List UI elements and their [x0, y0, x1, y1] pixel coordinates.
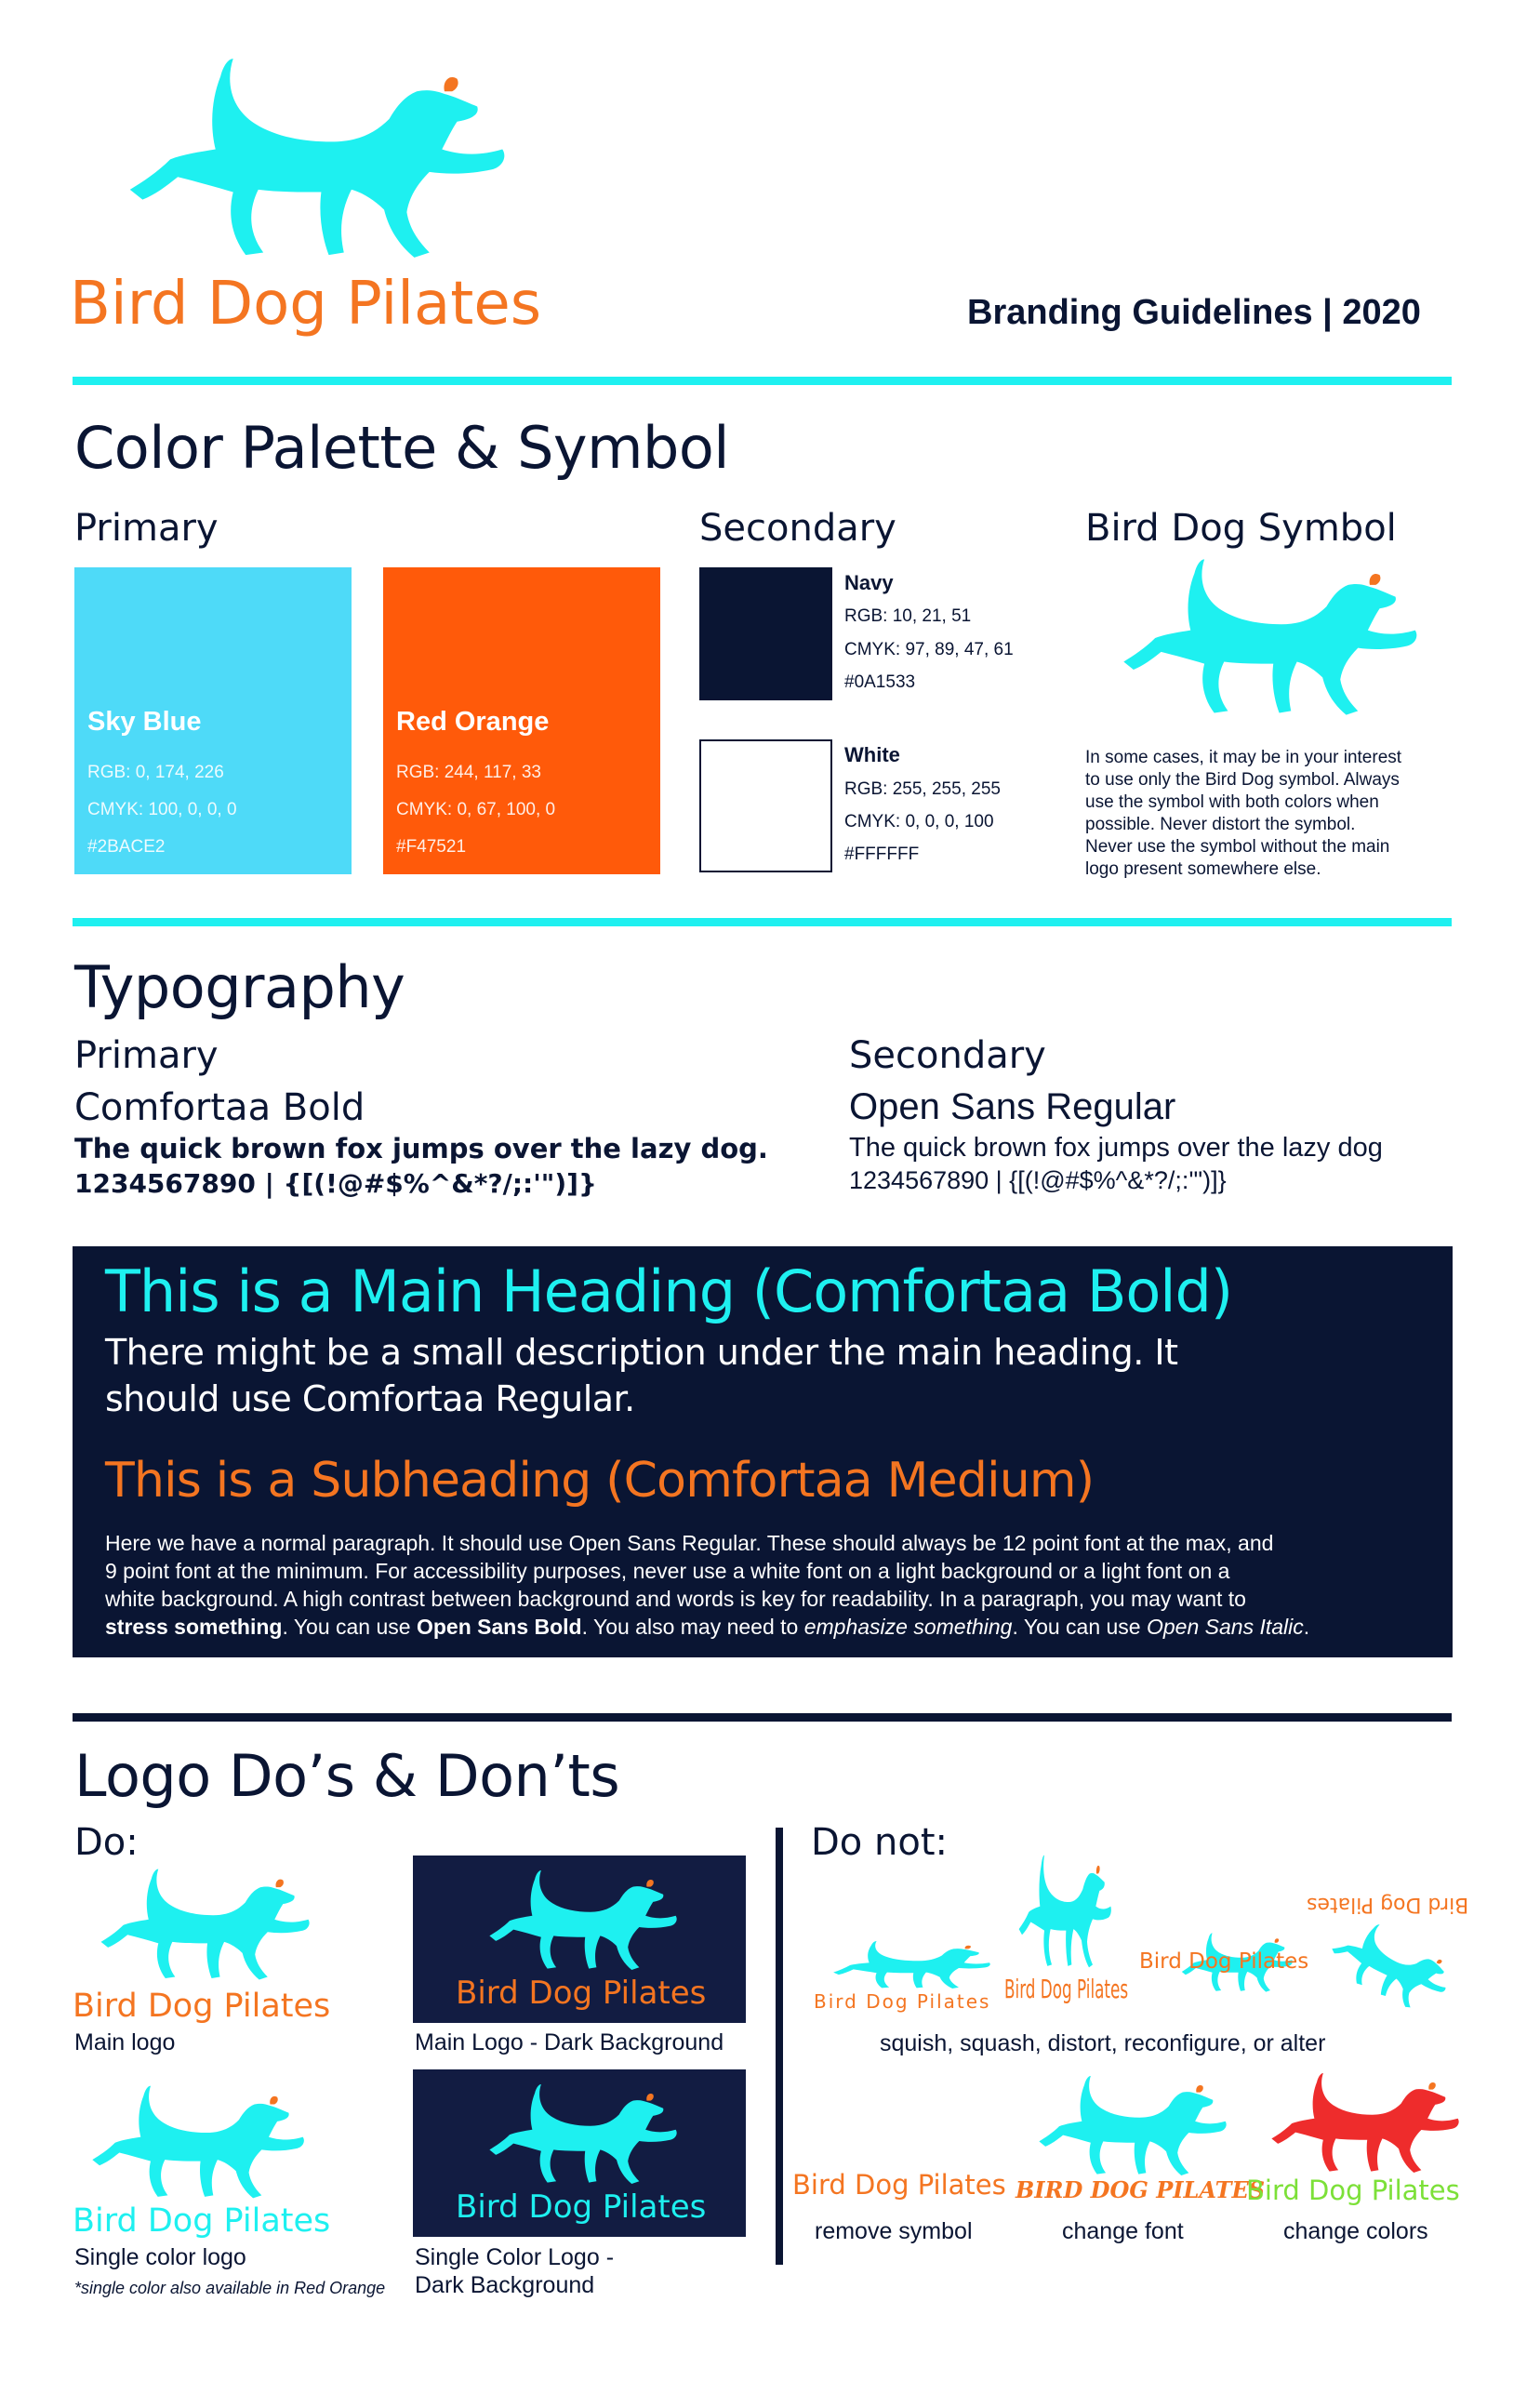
secondary-font-sample: The quick brown fox jumps over the lazy dog: [849, 1133, 1383, 1163]
swatch-name: Red Orange: [396, 707, 550, 737]
paragraph-text: .: [1303, 1615, 1310, 1639]
main-logo-text: Bird Dog Pilates: [73, 1988, 331, 2025]
vertical-divider: [776, 1828, 783, 2265]
main-logo-icon: [98, 1865, 312, 1984]
sample-description-2: should use Comfortaa Regular.: [105, 1378, 635, 1419]
brand-name: Bird Dog Pilates: [70, 270, 542, 339]
primary-font-sample: The quick brown fox jumps over the lazy dog.: [74, 1133, 768, 1164]
swatch-navy: [699, 567, 832, 700]
single-color-dark-caption-1: Single Color Logo -: [415, 2244, 615, 2270]
change-colors-caption: change colors: [1283, 2218, 1428, 2244]
white-hex: #FFFFFF: [844, 845, 920, 864]
sample-main-heading: This is a Main Heading (Comfortaa Bold): [105, 1257, 1233, 1325]
do-label: Do:: [74, 1821, 139, 1864]
change-colors-text: Bird Dog Pilates: [1246, 2175, 1460, 2206]
secondary-font-name: Open Sans Regular: [849, 1086, 1176, 1127]
paragraph-line: 9 point font at the minimum. For accessibility purposes, never use a white font on a light background or a light font on a: [105, 1559, 1230, 1583]
swatch-hex: #F47521: [396, 837, 467, 857]
primary-label: Primary: [74, 507, 219, 550]
main-logo-dark-icon: [487, 1867, 678, 1974]
single-color-dark-panel: [413, 2069, 746, 2237]
symbol-text-line: use the symbol with both colors when: [1085, 792, 1379, 812]
paragraph-text: . You also may need to: [581, 1615, 804, 1639]
white-rgb: RGB: 255, 255, 255: [844, 779, 1001, 799]
squashed-logo-icon: [832, 1939, 990, 1990]
paragraph-line: [105, 1613, 1309, 1641]
squished-logo-icon: [1018, 1851, 1111, 1972]
swatch-name: Sky Blue: [87, 707, 202, 737]
main-logo-dark-text: Bird Dog Pilates: [456, 1975, 707, 2012]
divider-navy: [73, 1713, 1452, 1722]
doc-title: Branding Guidelines | 2020: [967, 293, 1421, 332]
single-color-caption: Single color logo: [74, 2244, 246, 2270]
typo-secondary-label: Secondary: [849, 1034, 1046, 1077]
italic-sample: emphasize something: [803, 1615, 1013, 1639]
single-color-dark-text: Bird Dog Pilates: [456, 2188, 707, 2226]
symbol-text-line: Never use the symbol without the main: [1085, 837, 1390, 857]
typo-primary-label: Primary: [74, 1034, 219, 1077]
white-name: White: [844, 743, 900, 766]
sample-box: [73, 1246, 1453, 1657]
remove-symbol-caption: remove symbol: [815, 2218, 973, 2244]
single-color-logo-icon: [88, 2082, 307, 2202]
symbol-text-line: to use only the Bird Dog symbol. Always: [1085, 770, 1400, 790]
divider-cyan-1: [73, 377, 1452, 385]
single-color-dark-icon: [487, 2081, 678, 2188]
swatch-cmyk: CMYK: 100, 0, 0, 0: [87, 800, 237, 819]
single-color-logo-text: Bird Dog Pilates: [73, 2202, 331, 2240]
change-font-caption: change font: [1062, 2218, 1184, 2244]
bold-sample: stress something: [105, 1615, 283, 1639]
bird-dog-symbol-icon: [1102, 553, 1437, 721]
do-not-label: Do not:: [811, 1821, 948, 1864]
sample-subheading: This is a Subheading (Comfortaa Medium): [105, 1453, 1095, 1509]
swatch-hex: #2BACE2: [87, 837, 166, 857]
secondary-label: Secondary: [699, 507, 896, 550]
symbol-text-line: possible. Never distort the symbol.: [1085, 815, 1356, 834]
primary-font-chars: 1234567890 | {[(!@#$%^&*?/;:'")]}: [74, 1168, 597, 1199]
squish-caption: squish, squash, distort, reconfigure, or alter: [880, 2030, 1326, 2056]
typography-title: Typography: [74, 953, 405, 1021]
palette-title: Color Palette & Symbol: [74, 414, 730, 482]
navy-rgb: RGB: 10, 21, 51: [844, 606, 972, 626]
change-font-text: BIRD DOG PILATES: [1016, 2176, 1266, 2203]
remove-symbol-text: Bird Dog Pilates: [792, 2169, 1006, 2201]
single-color-note: *single color also available in Red Orange: [74, 2279, 386, 2297]
change-font-icon: [1037, 2072, 1228, 2179]
swatch-rgb: RGB: 244, 117, 33: [396, 763, 541, 782]
primary-font-name: Comfortaa Bold: [74, 1086, 365, 1129]
navy-cmyk: CMYK: 97, 89, 47, 61: [844, 640, 1014, 659]
swatch-red-orange: [383, 567, 660, 874]
bird-dog-logo-icon: [121, 51, 511, 265]
paragraph-line: Here we have a normal paragraph. It should use Open Sans Regular. These should always be 12 point font at the max, and: [105, 1531, 1274, 1555]
symbol-label: Bird Dog Symbol: [1085, 507, 1397, 550]
sample-description-1: There might be a small description under the main heading. It: [105, 1332, 1178, 1373]
flipped-logo-text: Bird Dog Pilates: [1307, 1893, 1469, 1916]
white-cmyk: CMYK: 0, 0, 0, 100: [844, 812, 994, 831]
bold-sample: Open Sans Bold: [416, 1615, 582, 1639]
logos-title: Logo Do’s & Don’ts: [74, 1742, 620, 1810]
paragraph-text: . You can use: [282, 1615, 417, 1639]
secondary-font-chars: 1234567890 | {[(!@#$%^&*?/;:'")]}: [849, 1166, 1227, 1194]
reconfigured-logo-text: Bird Dog Pilates: [1139, 1949, 1309, 1974]
paragraph-text: . You can use: [1012, 1615, 1147, 1639]
main-logo-caption: Main logo: [74, 2029, 176, 2055]
main-logo-dark-caption: Main Logo - Dark Background: [415, 2029, 724, 2055]
rotated-logo-icon: [1321, 1908, 1460, 2022]
sample-paragraph: [105, 1529, 1309, 1641]
symbol-description: [1085, 747, 1401, 881]
swatch-cmyk: CMYK: 0, 67, 100, 0: [396, 800, 556, 819]
single-color-dark-caption-2: Dark Background: [415, 2272, 595, 2298]
swatch-white: [699, 739, 832, 872]
squashed-logo-text: Bird Dog Pilates: [814, 1990, 991, 2013]
navy-name: Navy: [844, 571, 894, 594]
swatch-sky-blue: [74, 567, 352, 874]
main-logo-dark-panel: [413, 1856, 746, 2023]
paragraph-line: white background. A high contrast between background and words is key for readability. In a paragraph, you may want to: [105, 1587, 1246, 1611]
swatch-rgb: RGB: 0, 174, 226: [87, 763, 224, 782]
squished-logo-text: Bird Dog Pilates: [1004, 1974, 1129, 2004]
symbol-text-line: In some cases, it may be in your interest: [1085, 748, 1402, 767]
symbol-text-line: logo present somewhere else.: [1085, 859, 1321, 879]
divider-cyan-2: [73, 918, 1452, 926]
change-colors-icon: [1269, 2069, 1460, 2176]
italic-sample: Open Sans Italic: [1146, 1615, 1304, 1639]
navy-hex: #0A1533: [844, 672, 916, 692]
